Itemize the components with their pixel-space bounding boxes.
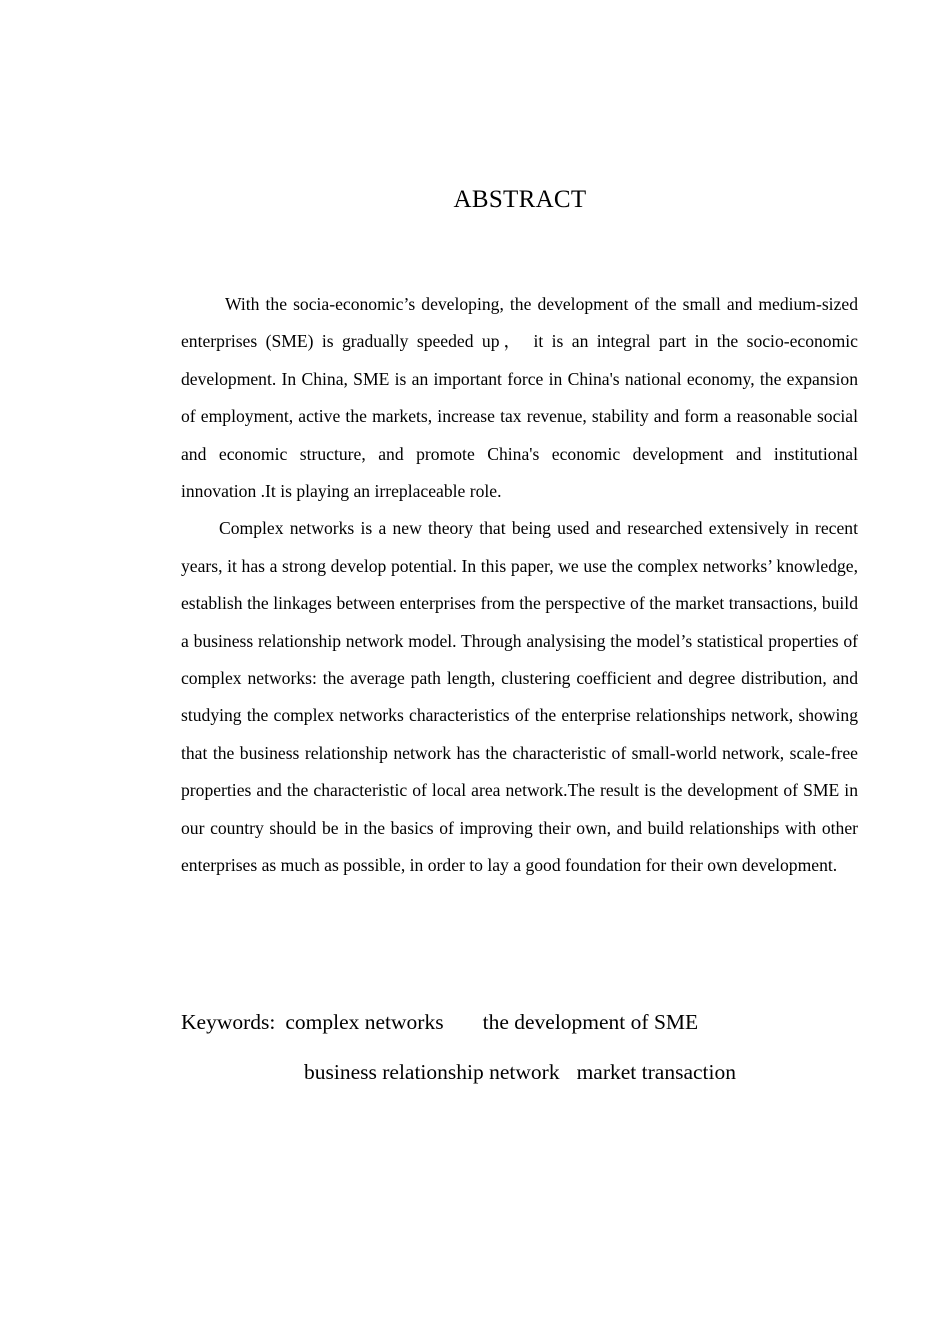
- abstract-body: [181, 286, 858, 885]
- keyword-item: complex networks: [285, 1010, 444, 1034]
- keywords-line-1: [181, 1006, 698, 1038]
- keyword-item: the development of SME: [482, 1010, 699, 1034]
- abstract-paragraph-2: Complex networks is a new theory that being used and researched extensively in recent years, it has a strong develop potential. In this paper, we use the complex networks’ knowledge, establish the linkages between enterprises from the perspective of the market transactions, build a business relationship network model. Through analysising the model’s statistical properties of complex networks: the average path length, clustering coefficient and degree distribution, and studying the complex networks characteristics of the enterprise relationships network, showing that the business relationship network has the characteristic of small-world network, scale-free properties and the characteristic of local area network.The result is the development of SME in our country should be in the basics of improving their own, and build relationships with other enterprises as much as possible, in order to lay a good foundation for their own development.: [181, 518, 858, 876]
- keywords-line-2: [304, 1056, 736, 1088]
- page-title: ABSTRACT: [453, 186, 587, 213]
- abstract-paragraph-1: With the socia-economic’s developing, the development of the small and medium-sized enterprises (SME) is gradually speeded up， it is an integral part in the socio-economic development. In China, SME is an important force in China's national economy, the expansion of employment, active the markets, increase tax revenue, stability and form a reasonable social and economic structure, and promote China's economic development and institutional innovation .It is playing an irreplaceable role.: [181, 294, 858, 502]
- keyword-item: business relationship network: [304, 1060, 560, 1084]
- keywords-label: Keywords:: [181, 1010, 276, 1034]
- keyword-item: market transaction: [576, 1060, 736, 1084]
